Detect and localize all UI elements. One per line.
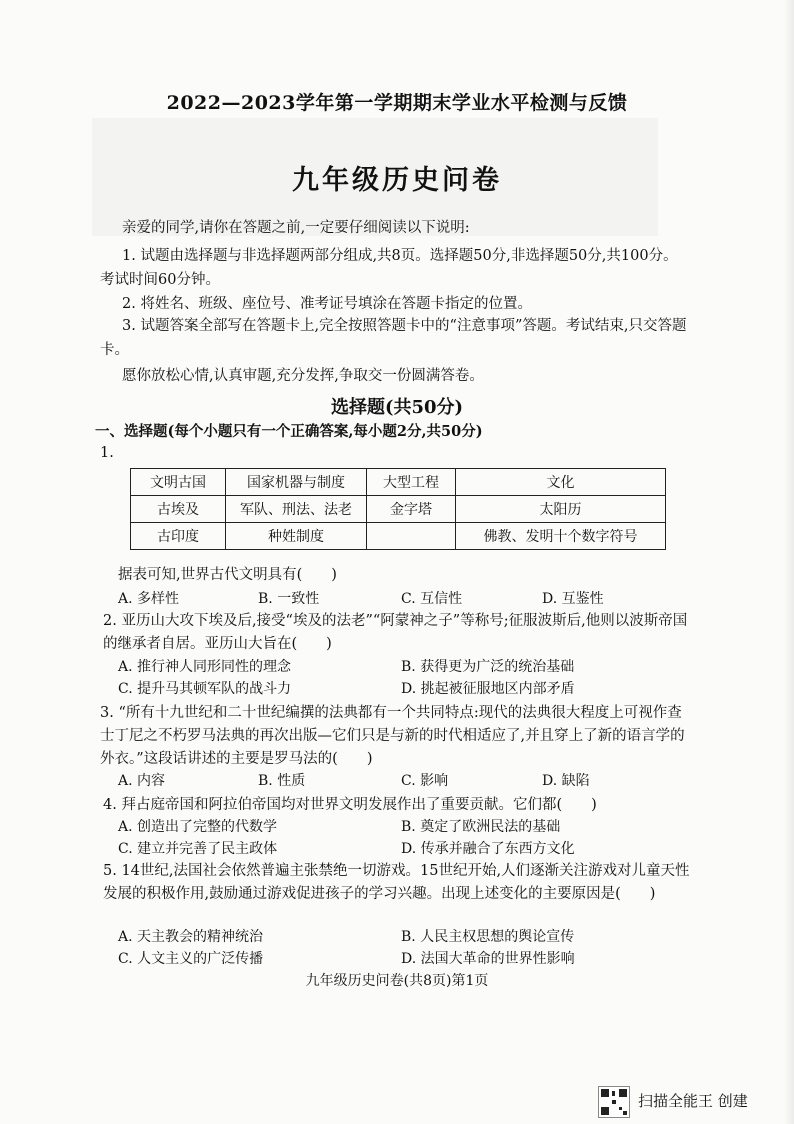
option-d: D. 传承并融合了东西方文化	[401, 841, 575, 857]
table-row	[131, 496, 666, 523]
q2-options-row2	[118, 678, 688, 700]
table-header-cell: 国家机器与制度	[226, 469, 367, 496]
option-b: B. 一致性	[258, 591, 320, 607]
table-cell: 种姓制度	[226, 523, 367, 550]
option-c: C. 建立并完善了民主政体	[118, 841, 278, 857]
section-instruction: 一、选择题(每个小题只有一个正确答案,每小题2分,共50分)	[95, 423, 483, 440]
q3-options	[118, 770, 688, 792]
page-footer: 九年级历史问卷(共8页)第1页	[305, 973, 489, 989]
option-b: B. 性质	[258, 773, 306, 789]
q1-stem: 据表可知,世界古代文明具有( )	[118, 567, 337, 583]
q5-options-row2	[118, 948, 688, 970]
option-c: C. 影响	[401, 773, 449, 789]
option-b: B. 获得更为广泛的统治基础	[401, 659, 575, 675]
qr-code-icon	[598, 1086, 630, 1118]
option-b: B. 人民主权思想的舆论宣传	[401, 929, 575, 945]
q1-number: 1.	[100, 445, 114, 461]
intro-closing: 愿你放松心情,认真审题,充分发挥,争取交一份圆满答卷。	[122, 368, 484, 384]
table-header-cell: 文明古国	[131, 469, 226, 496]
table-cell: 佛教、发明十个数字符号	[456, 523, 666, 550]
option-d: D. 缺陷	[542, 773, 590, 789]
option-a: A. 创造出了完整的代数学	[118, 819, 278, 835]
q2-options-row1	[118, 656, 688, 678]
option-a: A. 天主教会的精神统治	[118, 929, 264, 945]
civilization-table	[130, 468, 666, 550]
q1-options	[118, 588, 688, 610]
table-cell: 太阳历	[456, 496, 666, 523]
option-c: C. 人文主义的广泛传播	[118, 951, 264, 967]
q3-stem: 3. “所有十九世纪和二十世纪编撰的法典都有一个共同特点:现代的法典很大程度上可视作查士丁尼之不朽罗马法典的再次出版—它们只是与新的时代相适应了,并且穿上了新的语言学的外衣。”这段话讲述的主要是罗马法的( )	[100, 705, 685, 767]
option-d: D. 法国大革命的世界性影响	[401, 951, 575, 967]
q4-options-row1	[118, 816, 688, 838]
option-a: A. 多样性	[118, 591, 180, 607]
scanner-watermark: 扫描全能王 创建	[638, 1092, 748, 1110]
table-row	[131, 523, 666, 550]
exam-title: 2022—2023学年第一学期期末学业水平检测与反馈	[166, 92, 628, 114]
q5-options-row1	[118, 926, 688, 948]
option-a: A. 内容	[118, 773, 166, 789]
intro-greeting: 亲爱的同学,请你在答题之前,一定要仔细阅读以下说明:	[122, 220, 470, 236]
exam-subtitle: 九年级历史问卷	[292, 165, 502, 196]
option-a: A. 推行神人同形同性的理念	[118, 659, 292, 675]
table-header-cell: 大型工程	[367, 469, 456, 496]
table-cell: 金字塔	[367, 496, 456, 523]
option-d: D. 互鉴性	[542, 591, 604, 607]
intro-rule-3: 3. 试题答案全部写在答题卡上,完全按照答题卡中的“注意事项”答题。考试结束,只交答题卡。	[100, 318, 687, 358]
section-title: 选择题(共50分)	[330, 397, 464, 418]
table-cell: 古印度	[131, 523, 226, 550]
table-cell: 古埃及	[131, 496, 226, 523]
intro-rule-1: 1. 试题由选择题与非选择题两部分组成,共8页。选择题50分,非选择题50分,共100分。考试时间60分钟。	[100, 248, 678, 288]
table-cell	[367, 523, 456, 550]
table-cell: 军队、刑法、法老	[226, 496, 367, 523]
option-c: C. 互信性	[401, 591, 463, 607]
q4-stem: 4. 拜占庭帝国和阿拉伯帝国均对世界文明发展作出了重要贡献。它们都( )	[103, 797, 597, 813]
table-header-cell: 文化	[456, 469, 666, 496]
q2-stem: 2. 亚历山大攻下埃及后,接受“埃及的法老”“阿蒙神之子”等称号;征服波斯后,他则以波斯帝国的继承者自居。亚历山大旨在( )	[103, 613, 688, 652]
option-d: D. 挑起被征服地区内部矛盾	[401, 681, 575, 697]
option-c: C. 提升马其顿军队的战斗力	[118, 681, 292, 697]
q5-stem: 5. 14世纪,法国社会依然普遍主张禁绝一切游戏。15世纪开始,人们逐渐关注游戏对儿童天性发展的积极作用,鼓励通过游戏促进孩子的学习兴趣。出现上述变化的主要原因是( )	[103, 863, 690, 902]
table-header-row	[131, 469, 666, 496]
q4-options-row2	[118, 838, 688, 860]
intro-rule-2: 2. 将姓名、班级、座位号、准考证号填涂在答题卡指定的位置。	[122, 296, 532, 312]
option-b: B. 奠定了欧洲民法的基础	[401, 819, 561, 835]
